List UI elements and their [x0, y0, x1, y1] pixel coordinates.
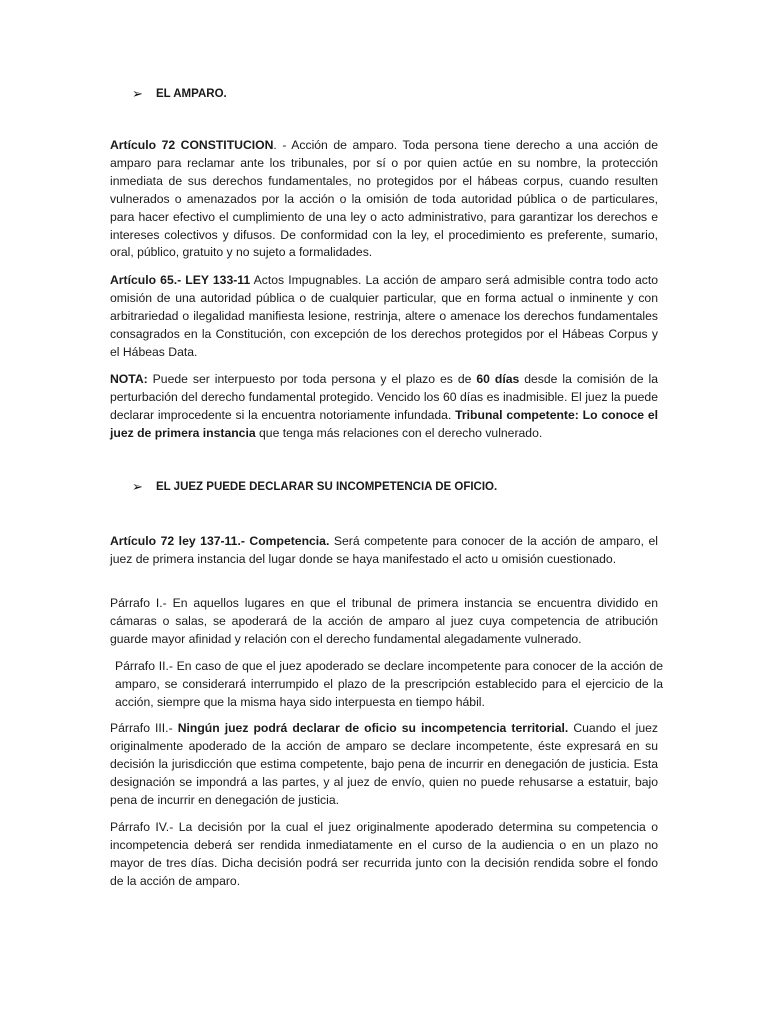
heading-text: EL AMPARO. [156, 88, 227, 100]
parrafo-4 [110, 819, 658, 891]
nota-text-2: desde la comisión de la perturbación del derecho fundamental protegido. Vencido los 60 días es inadmisible. El juez la puede declarar improcedente si la encuentra notoriamente infundada. [110, 372, 658, 422]
article-ref: Artículo 72 CONSTITUCION [110, 138, 274, 152]
article-text: Actos Impugnables. La acción de amparo será admisible contra todo acto omisión de una autoridad pública o de cualquier particular, que en forma actual o inminente y con arbitrariedad o ilegalidad manifiesta lesione, restrinja, altere o amenace los derechos fundamentales consagrados en la Constitución, con excepción de los derechos protegidos por el Hábeas Corpus y el Hábeas Data. [110, 273, 658, 359]
article-65-ley [110, 272, 658, 362]
article-ref: Artículo 72 ley 137-11.- Competencia. [110, 534, 330, 548]
section-heading-incompetencia [132, 479, 497, 495]
parrafo-bold: Ningún juez podrá declarar de oficio su incompetencia territorial. [177, 721, 569, 735]
article-text: Será competente para conocer de la acción de amparo, el juez de primera instancia del lugar donde se haya manifestado el acto u omisión cuestionado. [110, 534, 658, 566]
nota-text-3: que tenga más relaciones con el derecho vulnerado. [255, 425, 543, 440]
parrafo-label: Párrafo III.- [110, 721, 178, 735]
parrafo-text: Párrafo I.- En aquellos lugares en que el tribunal de primera instancia se encuentra dividido en cámaras o salas, se apoderará de la acción de amparo al juez cuya competencia de atribución guarde mayor afinidad y relación con el derecho fundamental alegadamente vulnerado. [110, 596, 658, 646]
parrafo-text: Párrafo II.- En caso de que el juez apoderado se declare incompetente para conocer de la acción de amparo, se considerará interrumpido el plazo de la prescripción establecido para el ejercicio de la acción, siempre que la misma haya sido interpuesta en tiempo hábil. [115, 659, 663, 709]
parrafo-text: Párrafo IV.- La decisión por la cual el juez originalmente apoderado determina su competencia o incompetencia deberá ser rendida inmediatamente en el curso de la audiencia o en un plazo no mayor de tres días. Dicha decisión podrá ser recurrida junto con la decisión rendida sobre el fondo de la acción de amparo. [110, 820, 658, 888]
parrafo-3 [110, 720, 658, 810]
nota-paragraph [110, 371, 658, 443]
parrafo-2 [110, 658, 663, 712]
nota-days: 60 días [476, 372, 520, 386]
article-72-constitucion [110, 137, 658, 262]
section-heading-amparo [132, 86, 227, 102]
arrow-bullet-icon: ➢ [132, 479, 143, 494]
parrafo-1 [110, 595, 658, 649]
arrow-bullet-icon: ➢ [132, 86, 143, 101]
parrafo-text: Cuando el juez originalmente apoderado de la acción de amparo se declare incompetente, éste expresará en su decisión la jurisdicción que estima competente, bajo pena de incurrir en denegación de justicia. Esta designación se impondrá a las partes, y al juez de envío, quien no puede rehusarse a estatuir, bajo pena de incurrir en denegación de justicia. [110, 721, 658, 807]
article-ref: Artículo 65.- LEY 133-11 [110, 273, 251, 287]
heading-text: EL JUEZ PUEDE DECLARAR SU INCOMPETENCIA DE OFICIO. [156, 481, 498, 493]
article-72-ley-137 [110, 533, 658, 569]
article-text: . - Acción de amparo. Toda persona tiene derecho a una acción de amparo para reclamar ante los tribunales, por sí o por quien actúe en su nombre, la protección inmediata de sus derechos fundamentales, no protegidos por el hábeas corpus, cuando resulten vulnerados o amenazados por la acción o la omisión de toda autoridad pública o de particulares, para hacer efectivo el cumplimiento de una ley o acto administrativo, para garantizar los derechos e intereses colectivos y difusos. De conformidad con la ley, el procedimiento es preferente, sumario, oral, público, gratuito y no sujeto a formalidades. [110, 138, 658, 260]
nota-text-1: Puede ser interpuesto por toda persona y el plazo es de [147, 372, 477, 386]
nota-tribunal: Tribunal competente: Lo conoce el juez de primera instancia [110, 407, 659, 440]
nota-label: NOTA: [110, 372, 148, 386]
